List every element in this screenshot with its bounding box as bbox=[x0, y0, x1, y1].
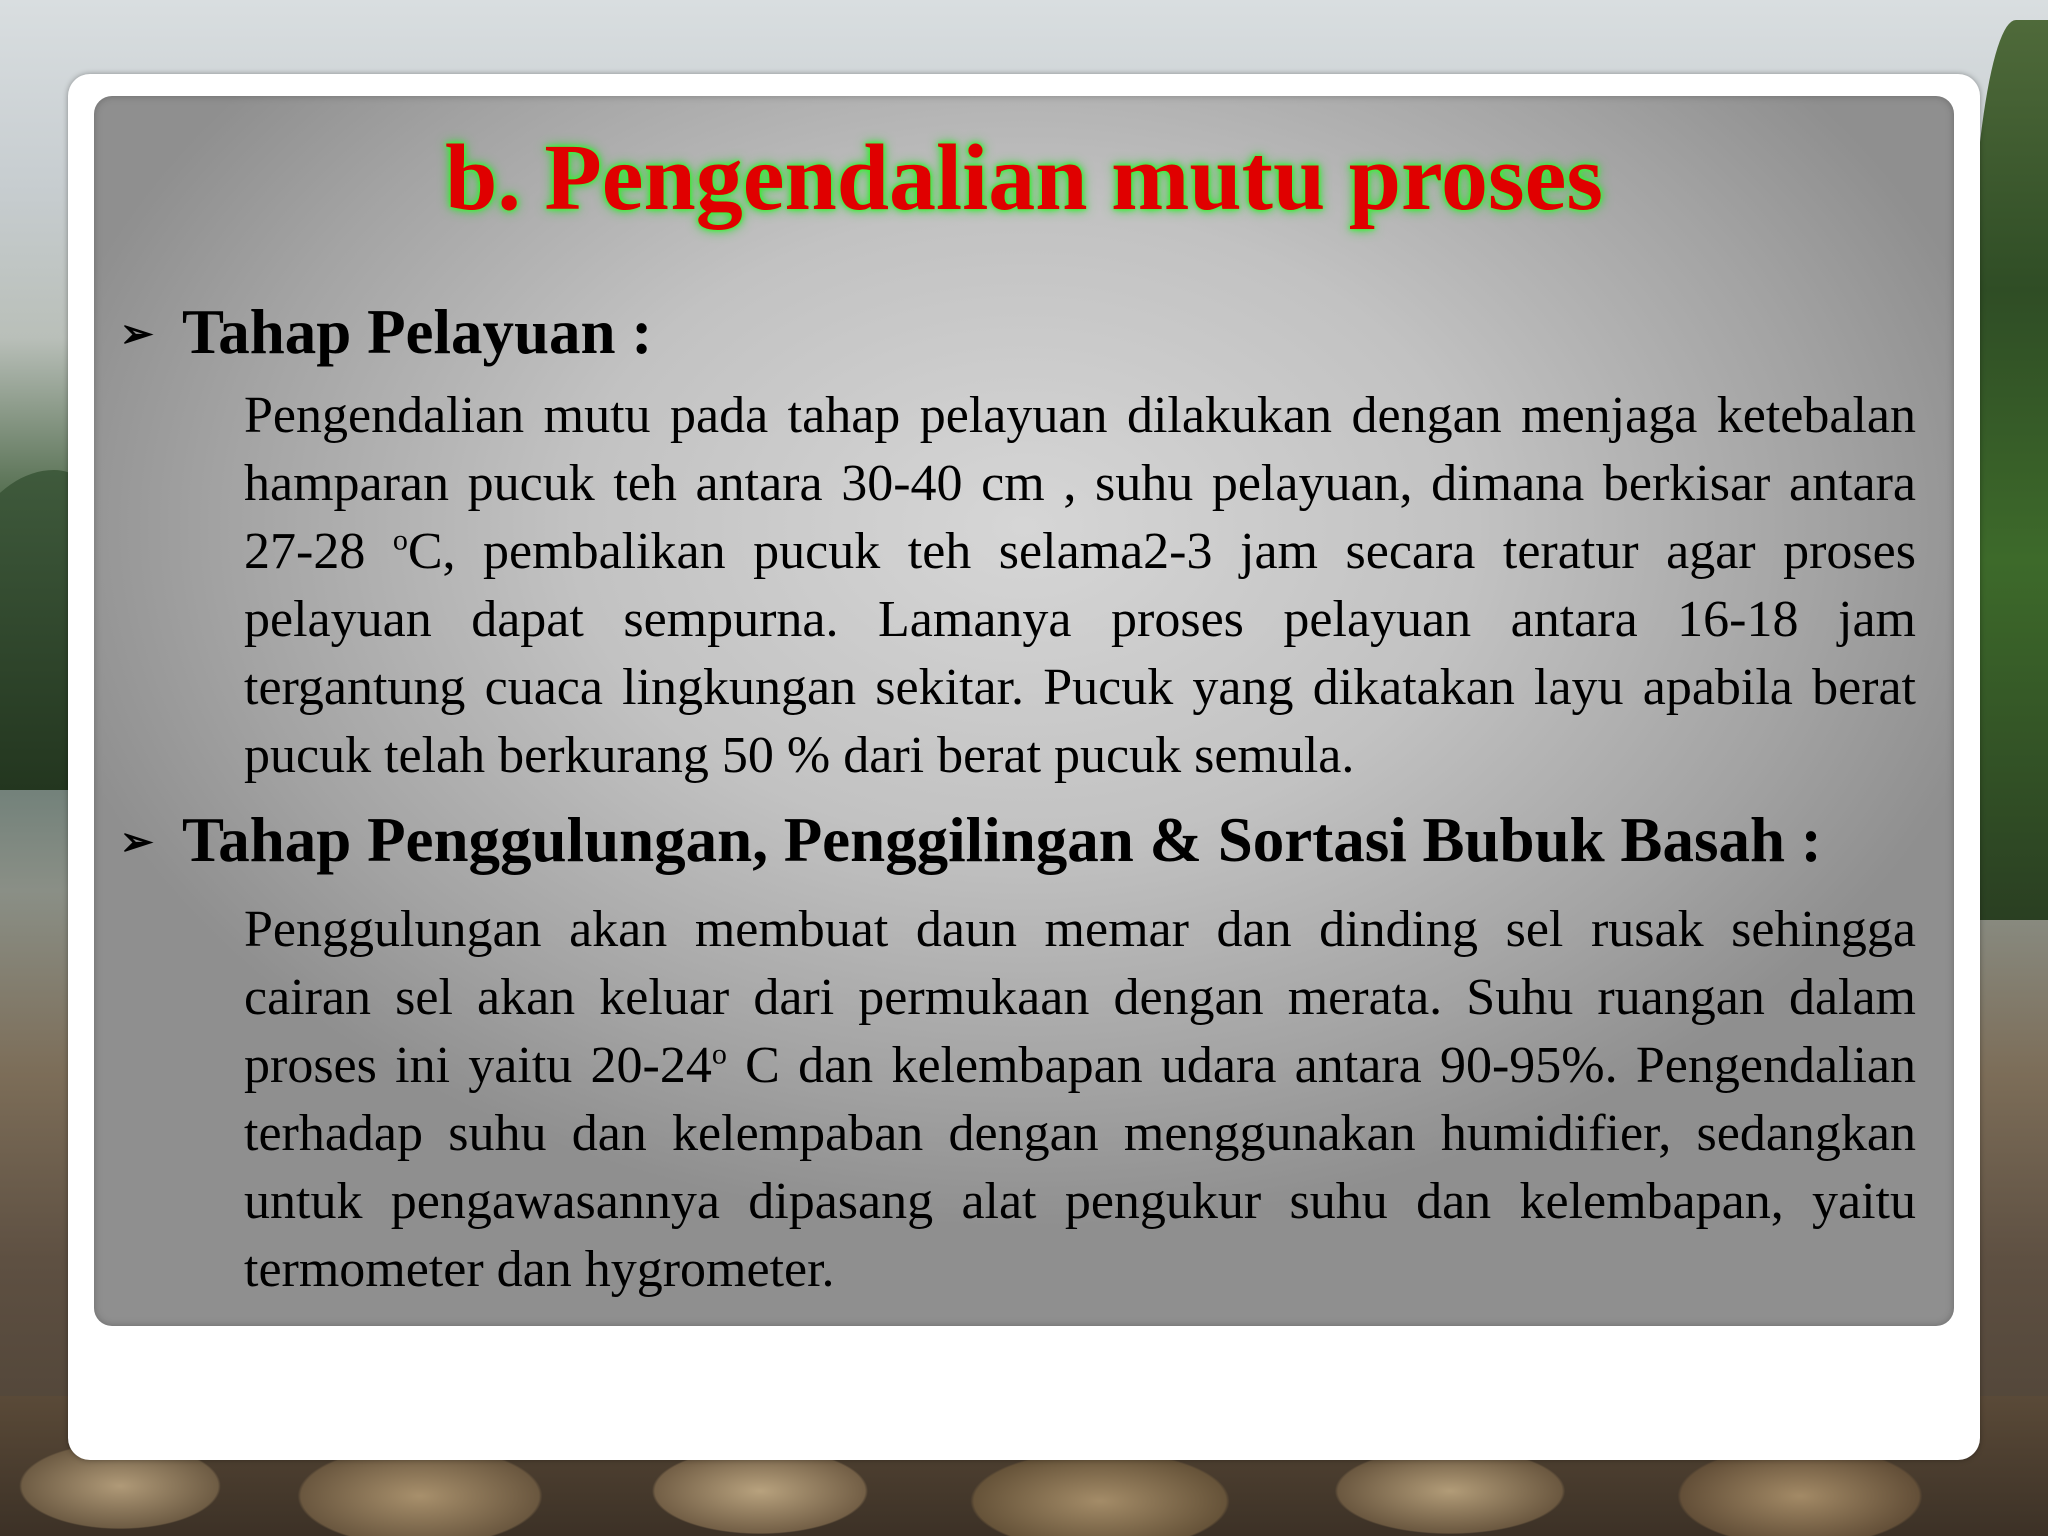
degree-superscript: o bbox=[392, 523, 408, 557]
section-heading-label: Tahap Penggulungan, Penggilingan & Sortasi Bubuk Basah : bbox=[182, 805, 1822, 875]
section-heading-pelayuan bbox=[120, 290, 1916, 382]
paragraph-text: C, pembalikan pucuk teh selama2-3 jam secara teratur agar proses pelayuan dapat sempurna. Lamanya proses pelayuan antara 16-18 jam tergantung cuaca lingkungan sekitar. Pucuk yang dikatakan layu apabila berat pucuk telah berkurang 50 % dari berat pucuk semula. bbox=[244, 523, 1916, 784]
slide-title: b. Pengendalian mutu proses bbox=[445, 126, 1603, 230]
slide-content bbox=[120, 290, 1916, 1304]
arrow-bullet-icon: ➢ bbox=[120, 819, 154, 864]
paragraph-text: Pengendalian mutu pada tahap pelayuan dilakukan dengan menjaga ketebalan hamparan pucuk teh antara 30-40 cm , suhu pelayuan, dimana berkisar antara 27-28 bbox=[244, 387, 1916, 580]
background-forest bbox=[1968, 20, 2048, 920]
section-heading-penggulungan bbox=[120, 798, 1916, 890]
degree-superscript: o bbox=[711, 1037, 727, 1071]
section-paragraph-pelayuan bbox=[244, 382, 1916, 790]
section-paragraph-penggulungan bbox=[244, 896, 1916, 1304]
arrow-bullet-icon: ➢ bbox=[120, 311, 154, 356]
paragraph-text: C dan kelembapan udara antara 90-95%. Pengendalian terhadap suhu dan kelempaban dengan menggunakan humidifier, sedangkan untuk pengawasannya dipasang alat pengukur suhu dan kelembapan, yaitu termometer dan hygrometer. bbox=[244, 1037, 1916, 1298]
section-heading-label: Tahap Pelayuan : bbox=[182, 297, 653, 367]
paragraph-text: Penggulungan akan membuat daun memar dan dinding sel rusak sehingga cairan sel akan keluar dari permukaan dengan merata. Suhu ruangan dalam proses ini yaitu 20-24 bbox=[244, 901, 1916, 1094]
